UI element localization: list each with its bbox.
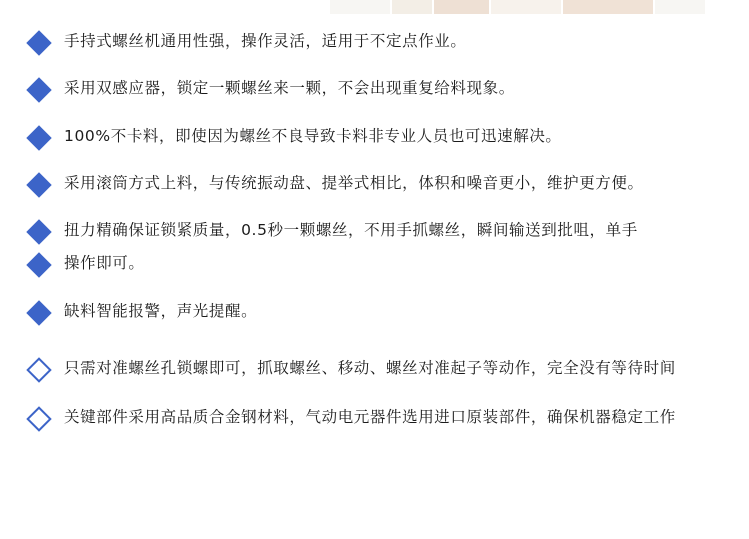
- diamond-bullet-icon: [26, 300, 51, 325]
- strip-segment: [655, 0, 705, 14]
- feature-text: 采用双感应器，锁定一颗螺丝来一颗，不会出现重复给料现象。: [64, 79, 515, 98]
- list-item: [0, 30, 749, 53]
- feature-text: 关键部件采用高品质合金钢材料，气动电元器件选用进口原装部件，确保机器稳定工作: [64, 408, 676, 426]
- feature-list: [0, 30, 749, 453]
- feature-text: 操作即可。: [64, 254, 145, 273]
- diamond-bullet-outline-icon: [26, 357, 51, 382]
- feature-text: 缺料智能报警，声光提醒。: [64, 301, 258, 320]
- decorative-top-strip: [0, 0, 749, 14]
- diamond-bullet-icon: [26, 78, 51, 103]
- diamond-bullet-icon: [26, 172, 51, 197]
- list-item: [0, 172, 749, 195]
- list-item: [0, 77, 749, 100]
- list-item: [0, 300, 749, 323]
- strip-segment: [491, 0, 561, 14]
- strip-segment: [330, 0, 390, 14]
- feature-text: 只需对准螺丝孔锁螺即可，抓取螺丝、移动、螺丝对准起子等动作，完全没有等待时间: [64, 358, 676, 377]
- list-item: [0, 252, 749, 275]
- diamond-bullet-icon: [26, 253, 51, 278]
- list-item: [0, 357, 749, 380]
- list-item: [0, 219, 749, 242]
- diamond-bullet-icon: [26, 30, 51, 55]
- diamond-bullet-icon: [26, 219, 51, 244]
- strip-segment: [434, 0, 489, 14]
- list-item: [0, 125, 749, 148]
- diamond-bullet-icon: [26, 125, 51, 150]
- feature-text: 手持式螺丝机通用性强，操作灵活，适用于不定点作业。: [64, 32, 467, 50]
- list-item: [0, 406, 749, 429]
- strip-segment: [563, 0, 653, 14]
- feature-text: 扭力精确保证锁紧质量，0.5秒一颗螺丝，不用手抓螺丝，瞬间输送到批咀，单手: [64, 221, 638, 239]
- diamond-bullet-outline-icon: [26, 406, 51, 431]
- strip-segment: [392, 0, 432, 14]
- feature-text: 100%不卡料，即使因为螺丝不良导致卡料非专业人员也可迅速解决。: [64, 126, 562, 145]
- feature-text: 采用滚筒方式上料，与传统振动盘、提举式相比，体积和噪音更小，维护更方便。: [64, 173, 644, 192]
